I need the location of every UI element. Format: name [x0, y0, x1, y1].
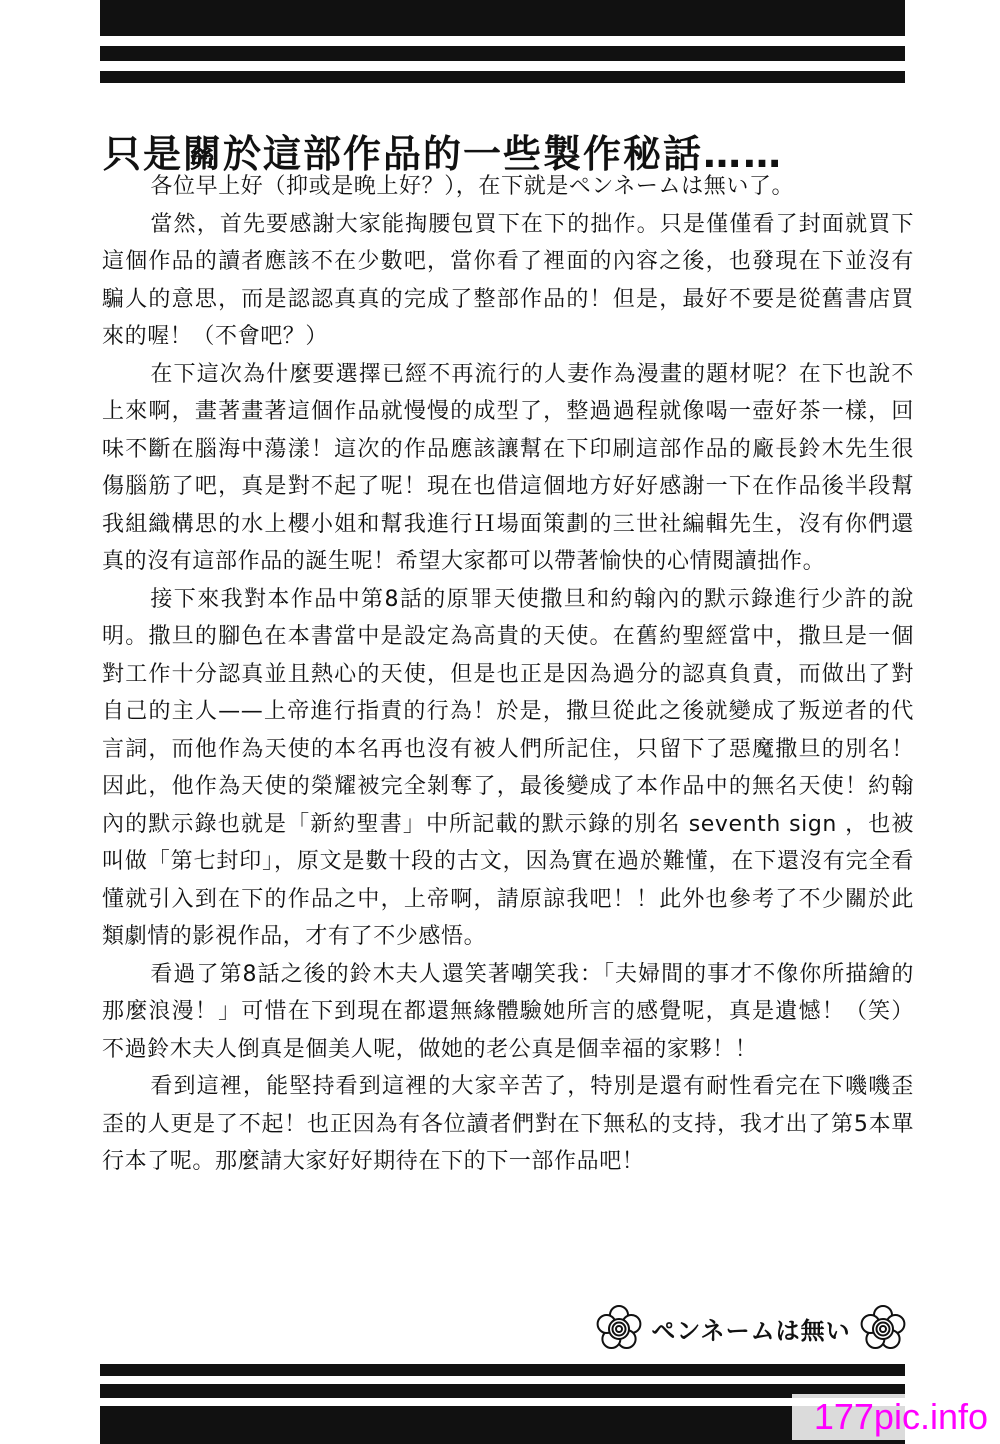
top-stripe-1 [100, 0, 905, 36]
paragraph-2: 當然，首先要感謝大家能掏腰包買下在下的拙作。只是僅僅看了封面就買下這個作品的讀者應該不在少數吧，當你看了裡面的內容之後，也發現在下並沒有騙人的意思，而是認認真真的完成了整部作品的！但是，最好不要是從舊書店買來的喔！（不會吧？） [102, 211, 914, 349]
page-title: 只是關於這部作品的一些製作秘話…… [103, 132, 784, 177]
paragraph-4: 接下來我對本作品中第8話的原罪天使撒旦和約翰內的默示錄進行少許的說明。撒旦的腳色在本書當中是設定為高貴的天使。在舊約聖經當中，撒旦是一個對工作十分認真並且熱心的天使，但是也正是因為過分的認真負責，而做出了對自己的主人——上帝進行指責的行為！於是，撒旦從此之後就變成了叛逆者的代言詞，而他作為天使的本名再也沒有被人們所記住，只留下了惡魔撒旦的別名！因此，他作為天使的榮耀被完全剝奪了，最後變成了本作品中的無名天使！約翰內的默示錄也就是「新約聖書」中所記載的默示錄的別名 seventh sign ，也被叫做「第七封印」，原文是數十段的古文，因為實在過於難懂，在下還沒有完全看懂就引入到在下的作品之中，上帝啊，請原諒我吧！！此外也參考了不少關於此類劇情的影視作品，才有了不少感悟。 [102, 586, 914, 949]
paragraph-1: 各位早上好（抑或是晚上好？），在下就是ペンネームは無い了。 [150, 174, 795, 199]
top-stripe-2 [100, 46, 905, 61]
paragraph-5: 看過了第8話之後的鈴木夫人還笑著嘲笑我：「夫婦間的事才不像你所描繪的那麼浪漫！」可惜在下到現在都還無緣體驗她所言的感覺呢，真是遺憾！（笑）不過鈴木夫人倒真是個美人呢，做她的老公真是個幸福的家夥！！ [102, 961, 914, 1062]
flower-icon [859, 1304, 907, 1352]
top-stripe-3 [100, 71, 905, 83]
bottom-stripe-1 [100, 1364, 905, 1376]
paragraph-6: 看到這裡，能堅持看到這裡的大家辛苦了，特別是還有耐性看完在下嘰嘰歪歪的人更是了不起！也正因為有各位讀者們對在下無私的支持，我才出了第5本單行本了呢。那麼請大家好好期待在下的下一部作品吧！ [102, 1074, 914, 1174]
afterword-text [102, 168, 914, 1181]
author-signature [595, 1302, 907, 1354]
signature-name: ペンネームは無い [651, 1316, 851, 1345]
bottom-stripe-3 [100, 1406, 905, 1444]
site-watermark: 177pic.info [792, 1394, 992, 1440]
bottom-stripe-2 [100, 1384, 905, 1398]
paragraph-3: 在下這次為什麼要選擇已經不再流行的人妻作為漫畫的題材呢？在下也說不上來啊，畫著畫著這個作品就慢慢的成型了，整過過程就像喝一壺好茶一樣，回味不斷在腦海中蕩漾！這次的作品應該讓幫在下印刷這部作品的廠長鈴木先生很傷腦筋了吧，真是對不起了呢！現在也借這個地方好好感謝一下在作品後半段幫我組織構思的水上櫻小姐和幫我進行Ｈ場面策劃的三世社編輯先生，沒有你們還真的沒有這部作品的誕生呢！希望大家都可以帶著愉快的心情閱讀拙作。 [102, 361, 914, 574]
flower-icon [595, 1304, 643, 1352]
